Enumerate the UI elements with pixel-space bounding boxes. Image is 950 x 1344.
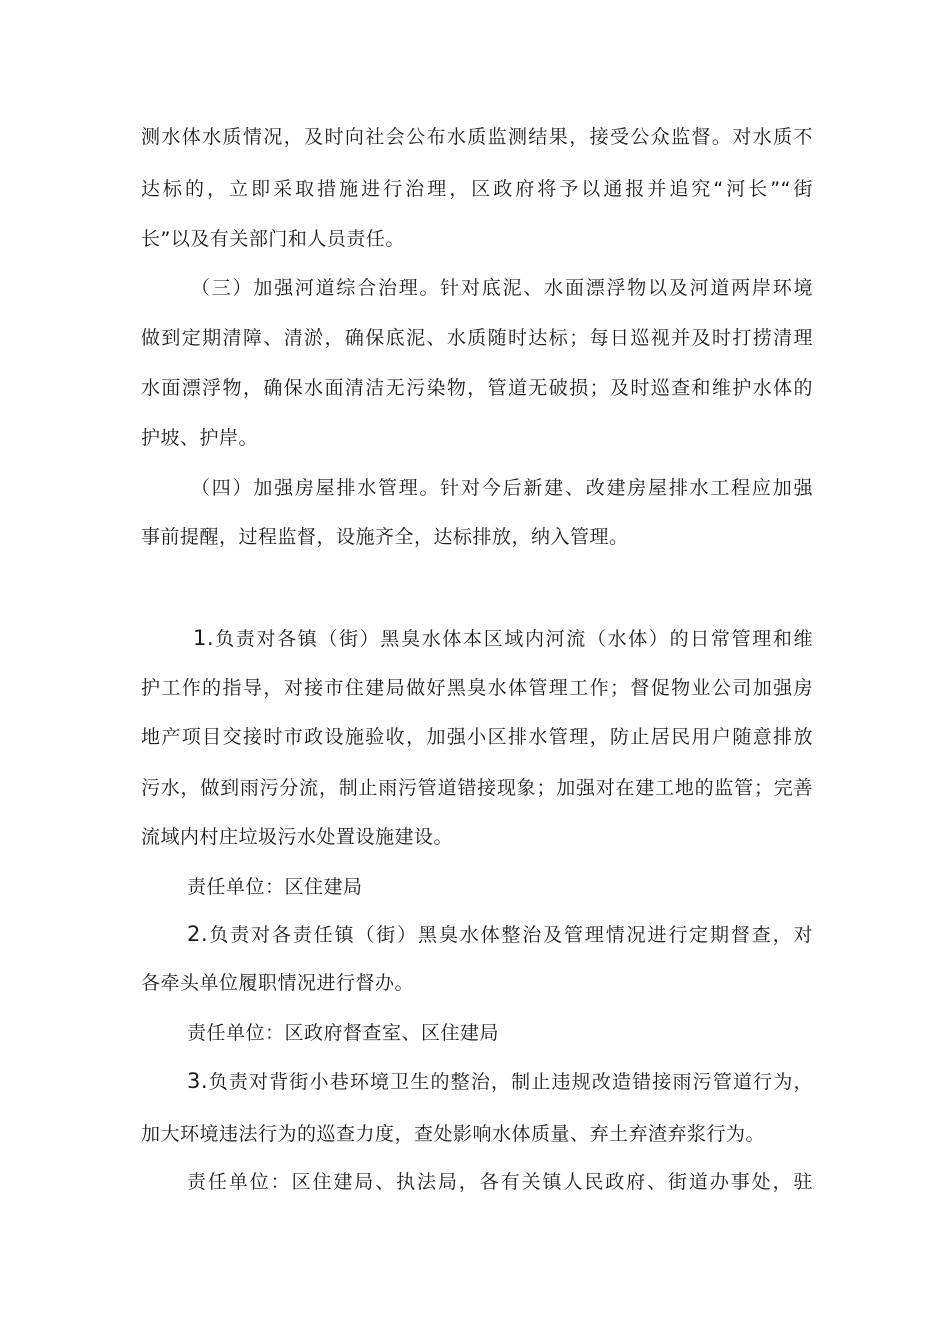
- body-line: 各牵头单位履职情况进行督办。: [141, 972, 415, 994]
- section-heading-4: （四）加强房屋排水管理。针对今后新建、改建房屋排水工程应加强: [191, 477, 813, 499]
- responsible-unit: 责任单位：区政府督查室、区住建局: [187, 1022, 500, 1044]
- list-item-1: [193, 626, 813, 651]
- body-line: 地产项目交接时市政设施验收，加强小区排水管理，防止居民用户随意排放: [141, 726, 813, 748]
- list-item-3: [187, 1069, 813, 1094]
- body-line: 长”以及有关部门和人员责任。: [141, 228, 405, 250]
- body-line: 事前提醒，过程监督，设施齐全，达标排放，纳入管理。: [141, 526, 629, 548]
- item-text: 负责对背街小巷环境卫生的整治，制止违规改造错接雨污管道行为，: [208, 1071, 813, 1093]
- body-line: 污水，做到雨污分流，制止雨污管道错接现象；加强对在建工地的监管；完善: [141, 777, 813, 799]
- list-item-2: [187, 922, 813, 947]
- body-line: 水面漂浮物，确保水面清洁无污染物，管道无破损；及时巡查和维护水体的: [141, 377, 813, 399]
- body-line: 护工作的指导，对接市住建局做好黑臭水体管理工作；督促物业公司加强房: [141, 677, 813, 699]
- item-number: 3.: [187, 1069, 209, 1093]
- body-line: 流域内村庄垃圾污水处置设施建设。: [141, 826, 454, 848]
- item-text: 负责对各镇（街）黑臭水体本区域内河流（水体）的日常管理和维: [214, 628, 813, 650]
- item-text: 负责对各责任镇（街）黑臭水体整治及管理情况进行定期督查，对: [208, 924, 813, 946]
- item-number: 1.: [193, 626, 215, 650]
- body-line: 测水体水质情况，及时向社会公布水质监测结果，接受公众监督。对水质不: [141, 126, 813, 148]
- responsible-unit: 责任单位：区住建局: [187, 876, 363, 898]
- body-line: 加大环境违法行为的巡查力度，查处影响水体质量、弃土弃渣弃浆行为。: [141, 1123, 766, 1145]
- body-line: 护坡、护岸。: [141, 427, 259, 449]
- body-line: 达标的，立即采取措施进行治理，区政府将予以通报并追究“河长”“街: [141, 178, 813, 200]
- responsible-unit: 责任单位：区住建局、执法局，各有关镇人民政府、街道办事处，驻: [187, 1171, 813, 1193]
- section-heading-3: （三）加强河道综合治理。针对底泥、水面漂浮物以及河道两岸环境: [191, 277, 813, 299]
- item-number: 2.: [187, 922, 209, 946]
- body-line: 做到定期清障、清淤，确保底泥、水质随时达标；每日巡视并及时打捞清理: [141, 327, 813, 349]
